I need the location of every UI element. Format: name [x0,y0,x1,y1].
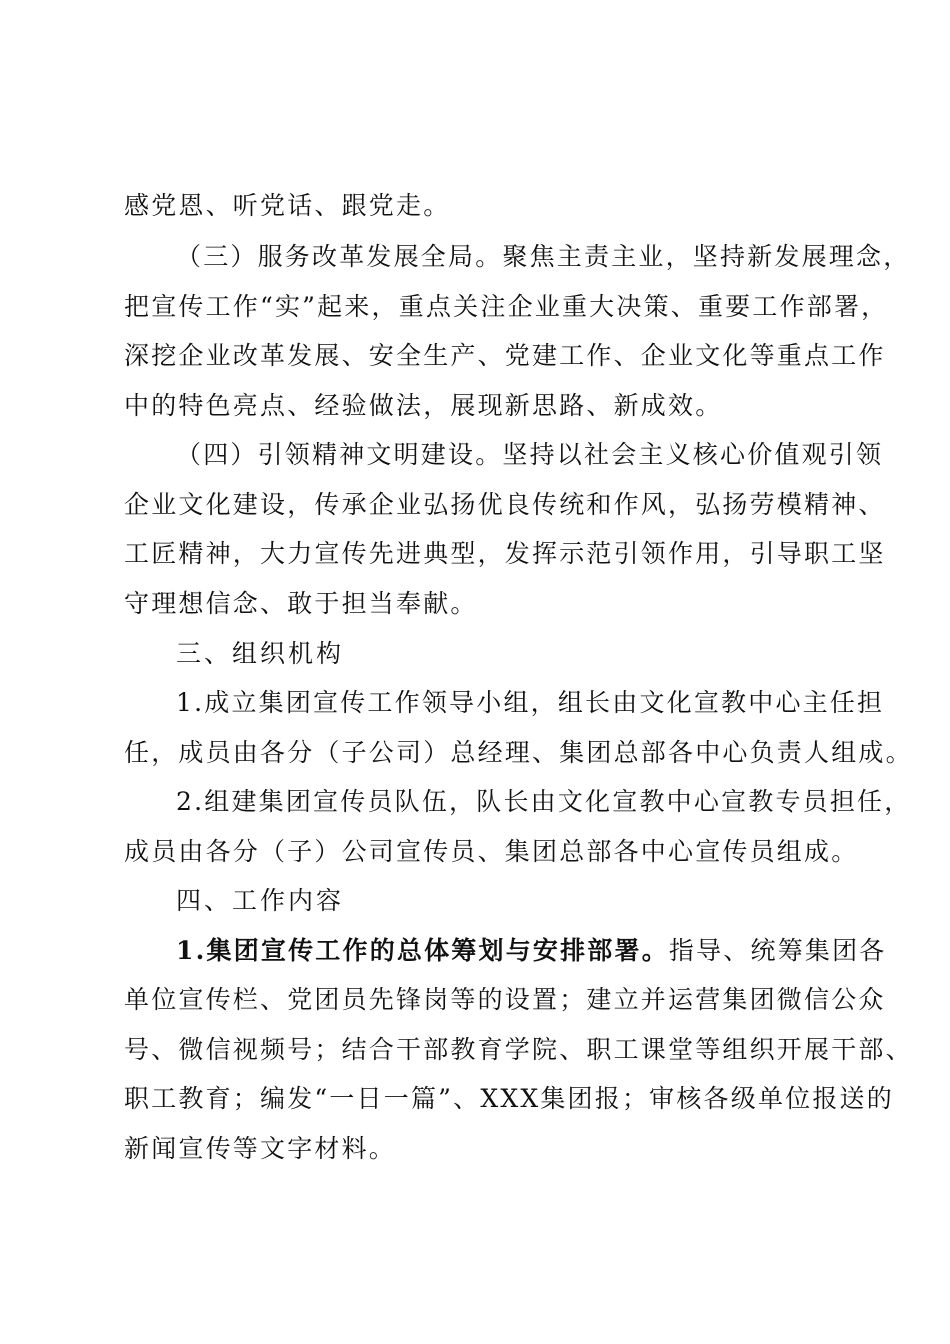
paragraph-line: 新闻宣传等文字材料。 [124,1134,397,1163]
paragraph-line: 感党恩、听党话、跟党走。 [124,191,451,220]
bold-lead-text: 1.集团宣传工作的总体筹划与安排部署。 [176,936,669,965]
paragraph-line: 号、微信视频号；结合干部教育学院、职工课堂等组织开展干部、 [124,1035,913,1064]
paragraph-line: 任，成员由各分（子公司）总经理、集团总部各中心负责人组成。 [124,738,913,767]
paragraph-line: 1.成立集团宣传工作领导小组，组长由文化宣教中心主任担 [176,688,885,717]
paragraph-line: 企业文化建设，传承企业弘扬优良传统和作风，弘扬劳模精神、 [124,490,886,519]
paragraph-line: 职工教育；编发“一日一篇”、XXX集团报；审核各级单位报送的 [124,1084,894,1113]
paragraph-line: 中的特色亮点、经验做法，展现新思路、新成效。 [124,391,723,420]
paragraph-line: 深挖企业改革发展、安全生产、党建工作、企业文化等重点工作 [124,341,886,370]
section-heading: 三、组织机构 [176,639,345,668]
paragraph-line [176,934,896,968]
paragraph-text: 指导、统筹集团各 [668,936,887,965]
paragraph-line: 单位宣传栏、党团员先锋岗等的设置；建立并运营集团微信公众 [124,985,886,1014]
paragraph-line: 工匠精神，大力宣传先进典型，发挥示范引领作用，引导职工坚 [124,539,886,568]
paragraph-line: 2.组建集团宣传员队伍，队长由文化宣教中心宣教专员担任， [176,787,912,816]
paragraph-line: 守理想信念、敢于担当奉献。 [124,589,478,618]
section-heading: 四、工作内容 [176,886,345,915]
paragraph-line: （四）引领精神文明建设。坚持以社会主义核心价值观引领 [176,440,884,469]
paragraph-line: 成员由各分（子）公司宣传员、集团总部各中心宣传员组成。 [124,837,859,866]
paragraph-line: （三）服务改革发展全局。聚焦主责主业，坚持新发展理念， [176,242,911,271]
paragraph-line: 把宣传工作“实”起来，重点关注企业重大决策、重要工作部署， [124,292,889,321]
